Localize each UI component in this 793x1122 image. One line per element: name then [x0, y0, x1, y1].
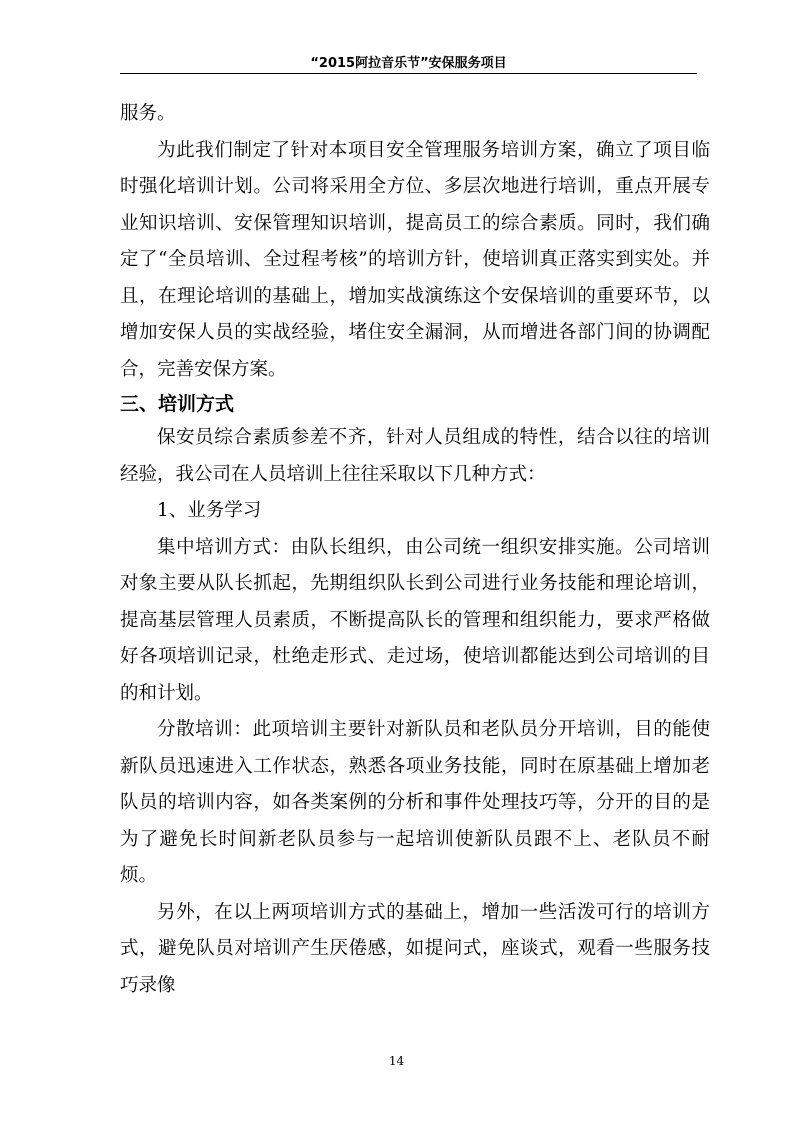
- paragraph-training-intro: 保安员综合素质参差不齐，针对人员组成的特性，结合以往的培训经验，我公司在人员培训上往往采取以下几种方式：: [120, 427, 710, 485]
- document-body: [120, 96, 710, 1004]
- paragraph-decentralized-training: 分散培训：此项培训主要针对新队员和老队员分开培训，目的能使新队员迅速进入工作状态，熟悉各项业务技能，同时在原基础上增加老队员的培训内容，如各类案例的分析和事件处理技巧等，分开的目的是为了避免长时间新老队员参与一起培训使新队员跟不上、老队员不耐烦。: [120, 719, 710, 886]
- paragraph-continuation: 服务。: [120, 103, 176, 124]
- section-heading-training-methods: 三、培训方式: [120, 393, 235, 415]
- paragraph-centralized-training: 集中培训方式：由队长组织，由公司统一组织安排实施。公司培训对象主要从队长抓起，先期组织队长到公司进行业务技能和理论培训，提高基层管理人员素质，不断提高队长的管理和组织能力，要求严格做好各项培训记录，杜绝走形式、走过场，使培训都能达到公司培训的目的和计划。: [120, 536, 710, 704]
- page-number: 14: [388, 1054, 405, 1068]
- list-item-business-study: 1、业务学习: [157, 500, 262, 521]
- header-divider: [120, 73, 697, 74]
- page-header-title: “2015阿拉音乐节”安保服务项目: [310, 56, 507, 71]
- paragraph-training-plan: 为此我们制定了针对本项目安全管理服务培训方案，确立了项目临时强化培训计划。公司将采用全方位、多层次地进行培训，重点开展专业知识培训、安保管理知识培训，提高员工的综合素质。同时，我们确定了“全员培训、全过程考核”的培训方针，使培训真正落实到实处。并且，在理论培训的基础上，增加实战演练这个安保培训的重要环节，以增加安保人员的实战经验，堵住安全漏洞，从而增进各部门间的协调配合，完善安保方案。: [120, 139, 710, 380]
- paragraph-other-methods: 另外，在以上两项培训方式的基础上，增加一些活泼可行的培训方式，避免队员对培训产生厌倦感，如提问式，座谈式，观看一些服务技巧录像: [120, 901, 710, 996]
